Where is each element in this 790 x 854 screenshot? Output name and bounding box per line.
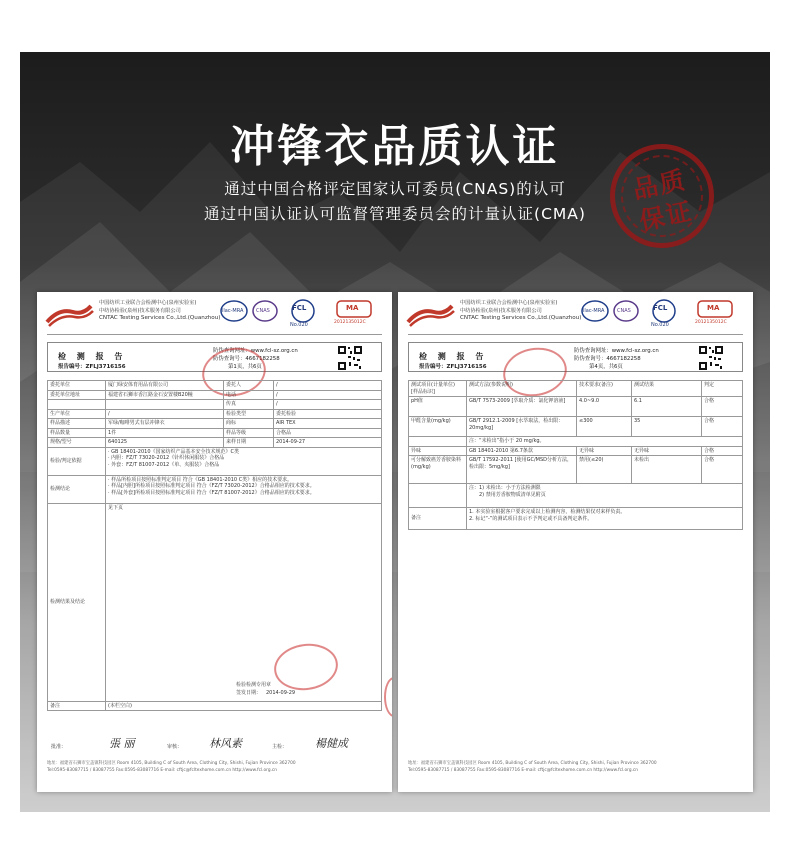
table-cell: 合格	[702, 446, 743, 456]
basis-label: 检验/判定依据	[48, 447, 106, 475]
header-sub-text: [样品标识]	[411, 388, 435, 395]
conclusion-label: 检测结论	[48, 475, 106, 503]
cntac-logo-icon	[406, 298, 456, 328]
qr-code-icon	[337, 345, 363, 371]
approver-label: 批准：	[51, 744, 67, 750]
report-number: 报告编号：ZFLJ3716156	[58, 364, 126, 370]
org-name-cn: 中国纺织工业联合会检测中心(泉州实验室)	[460, 300, 558, 306]
table-cell: 福建省石狮市香江路金石安置楼B20幢	[106, 390, 224, 400]
reviewer-signature: 林风素	[209, 737, 242, 750]
table-row	[409, 437, 743, 447]
stamp-text-bottom: 保证	[636, 196, 696, 236]
test-report-page-4	[398, 292, 753, 792]
org-name-cn: 中国纺织工业联合会检测中心(泉州实验室)	[99, 300, 197, 306]
ilac-label: ilac-MRA	[583, 308, 605, 314]
table-row	[48, 390, 382, 400]
query-site: 防伪查询网址：www.fcl-sz.org.cn	[574, 348, 659, 354]
table-cell: 未检出	[632, 456, 702, 484]
table-header-row	[409, 381, 743, 397]
table-cell: 军绿/咖啡男式有层冲锋衣	[106, 419, 224, 429]
table-cell: /	[274, 390, 382, 400]
table-cell: 禁用(≤20)	[577, 456, 632, 484]
note-item: 2) 禁用芳香胺物质清单见附页	[479, 491, 546, 498]
table-cell: 无异味	[632, 446, 702, 456]
table-cell	[409, 484, 467, 508]
org-name-cn-2: 中纺协检验(泉州)技术服务有限公司	[460, 308, 542, 314]
result-note: 见下页	[108, 504, 124, 511]
accreditation-badges	[581, 296, 751, 332]
cnas-label: CNAS	[256, 308, 270, 314]
table-cell: 委托单位地址	[48, 390, 106, 400]
org-name-cn-2: 中纺协检验(泉州)技术服务有限公司	[99, 308, 181, 314]
table-cell: GB/T 7573-2009 [萃取介质：氯化钾溶液]	[467, 397, 577, 417]
table-cell: 合格	[702, 456, 743, 484]
report-title: 检 测 报 告	[58, 352, 127, 361]
table-cell: 可分解致癌芳香胺染料(mg/kg)	[409, 456, 467, 484]
red-seal-icon	[271, 639, 341, 693]
table-row	[48, 438, 382, 448]
table-cell: 合格品	[274, 428, 382, 438]
report-footer	[408, 760, 743, 774]
table-cell	[409, 437, 467, 447]
sign-date: 2014-09-29	[266, 689, 296, 696]
result-label: 检测结果及结论	[48, 503, 106, 701]
fcl-number: No.020	[651, 322, 669, 328]
query-code: 防伪查询号：4667182258	[574, 356, 641, 362]
basis-item: · GB 18401-2010《国家纺织产品基本安全技术规范》C类	[108, 448, 240, 455]
subtitle-cnas: 通过中国合格评定国家认可委员(CNAS)的认可	[224, 180, 566, 198]
org-name-en: CNTAC Testing Services Co.,Ltd.(Quanzhou)	[99, 315, 221, 321]
table-cell: /	[274, 400, 382, 410]
ilac-label: ilac-MRA	[222, 308, 244, 314]
table-row	[409, 417, 743, 437]
table-cell: 注：“未检出”指小于 20 mg/kg。	[467, 437, 743, 447]
table-cell: GB/T 2912.1-2009 [水萃取法，检出限：20mg/kg]	[467, 417, 577, 437]
report-header	[37, 292, 392, 334]
table-row	[409, 456, 743, 484]
table-row	[48, 503, 382, 701]
report-number: 报告编号：ZFLJ3716156	[419, 364, 487, 370]
fcl-label: FCL	[292, 304, 307, 312]
footer-contact: Tel:0595-83087715 / 83087755 Fax:0595-83087716 E-mail: cftjc@fcltexhome.com.cn http://www.fcl.org.cn	[408, 768, 639, 773]
footer-address: 地址：福建省石狮市宝盖镇科技园区 Room 4105, Building C of South Area, Clothing City, Shishi, Fujian Province 362700	[408, 761, 657, 766]
table-row	[48, 447, 382, 475]
table-row	[48, 701, 382, 711]
test-results-table	[408, 380, 743, 530]
footer-address: 地址：福建省石狮市宝盖镇科技园区 Room 4105, Building C of South Area, Clothing City, Shishi, Fujian Province 362700	[47, 761, 296, 766]
table-cell: 传真	[224, 400, 274, 410]
table-cell: 来样日期	[224, 438, 274, 448]
column-header: 测试结果	[632, 381, 702, 397]
remark-label: 备注	[409, 508, 467, 530]
conclusion-item: · 样品[内胆]所检项目按照标准判定项目 符合《FZ/T 73020-2012》合格品相应的技术要求。	[108, 483, 315, 489]
table-cell: 1件	[106, 428, 224, 438]
remark-cell	[467, 508, 743, 530]
table-cell: 合格	[702, 397, 743, 417]
approver-signature: 張 丽	[109, 737, 135, 750]
table-cell: 样品数量	[48, 428, 106, 438]
table-cell	[48, 400, 106, 410]
table-row	[48, 419, 382, 429]
table-cell: 640125	[106, 438, 224, 448]
result-cell	[106, 503, 382, 701]
table-row	[409, 484, 743, 508]
table-row	[48, 475, 382, 503]
notes-cell	[467, 484, 743, 508]
table-cell: 检验类型	[224, 409, 274, 419]
accreditation-badges	[220, 296, 390, 332]
table-cell: 4.0~9.0	[577, 397, 632, 417]
query-site: 防伪查询网址：www.fcl-sz.org.cn	[213, 348, 298, 354]
table-cell: 无异味	[577, 446, 632, 456]
remark-label: 备注	[48, 701, 106, 711]
table-cell: 委托单位	[48, 381, 106, 391]
cntac-logo-icon	[45, 298, 95, 328]
report-header	[398, 292, 753, 334]
conclusion-item: · 样品所检项目按照标准判定项目 符合《GB 18401-2010 C类》相应的技术要求。	[108, 476, 293, 483]
table-cell: AIR TEX	[274, 419, 382, 429]
remark-item: 2. 标记“-”的测试项目表示不予判定或不具备判定条件。	[469, 515, 593, 522]
red-seal-edge-icon	[384, 677, 392, 717]
column-header: 技术要求(备注)	[577, 381, 632, 397]
qr-code-icon	[698, 345, 724, 371]
page-headline: 冲锋衣品质认证	[230, 121, 560, 172]
hero-banner	[20, 52, 770, 812]
table-row	[48, 400, 382, 410]
table-cell: 电话	[224, 390, 274, 400]
remark-value: (本栏空白)	[106, 701, 382, 711]
stamp-text-top: 品质	[630, 164, 690, 205]
table-row	[409, 508, 743, 530]
basis-cell	[106, 447, 382, 475]
subtitle-cma: 通过中国认证认可监督管理委员会的计量认证(CMA)	[204, 205, 586, 223]
report-info-table	[47, 380, 382, 711]
column-header: 判定	[702, 381, 743, 397]
remark-item: 1. 本实验室根据客户要求完成以上检测内容，检测结果仅对来样负责。	[469, 509, 626, 515]
header-text: 测试项目(计量单位)	[411, 382, 455, 388]
seal-label: 检验检测专用章	[236, 681, 272, 688]
header-divider	[47, 334, 382, 335]
table-cell: 样品等级	[224, 428, 274, 438]
cma-label: MA	[707, 304, 720, 312]
table-cell: 甲醛含量(mg/kg)	[409, 417, 467, 437]
table-row	[48, 409, 382, 419]
table-row	[48, 381, 382, 391]
table-cell: 委托人	[224, 381, 274, 391]
table-cell: /	[274, 381, 382, 391]
report-footer	[47, 760, 382, 774]
table-cell: pH值	[409, 397, 467, 417]
table-cell: 35	[632, 417, 702, 437]
table-cell: GB 18401-2010 第6.7条款	[467, 446, 577, 456]
tester-label: 主检：	[272, 744, 288, 750]
basis-item: · 内胆：FZ/T 73020-2012《针织休闲服装》合格品	[108, 455, 225, 461]
cma-number: 2012135012C	[334, 320, 366, 325]
column-header	[409, 381, 467, 397]
table-cell: 样品描述	[48, 419, 106, 429]
table-row	[409, 446, 743, 456]
fcl-label: FCL	[653, 304, 668, 312]
conclusion-item: · 样品[外套]所检项目按照标准判定项目 符合《FZ/T 81007-2012》合格品相应的技术要求。	[108, 489, 315, 496]
table-cell: 商标	[224, 419, 274, 429]
table-cell: 规格/型号	[48, 438, 106, 448]
table-cell: 委托检验	[274, 409, 382, 419]
table-cell: ≤300	[577, 417, 632, 437]
table-cell: 合格	[702, 417, 743, 437]
query-code: 防伪查询号：4667182258	[213, 356, 280, 362]
table-cell	[106, 400, 224, 410]
sign-date-label: 签发日期：	[236, 689, 262, 696]
column-header: 测试方法(参数说明)	[467, 381, 577, 397]
table-cell: 2014-09-27	[274, 438, 382, 448]
table-cell: 6.1	[632, 397, 702, 417]
fcl-number: No.020	[290, 322, 308, 328]
report-title-box	[408, 342, 743, 372]
table-row	[409, 397, 743, 417]
table-cell: /	[106, 409, 224, 419]
basis-item: · 外套：FZ/T 81007-2012《单、夹服装》合格品	[108, 461, 220, 468]
cma-label: MA	[346, 304, 359, 312]
cnas-label: CNAS	[617, 308, 631, 314]
cma-number: 2012135012C	[695, 320, 727, 325]
test-report-page-1	[37, 292, 392, 792]
reviewer-label: 审核：	[167, 744, 183, 750]
table-cell: 生产单位	[48, 409, 106, 419]
note-item: 注：1) 未检出：小于方法检测限	[469, 485, 541, 491]
footer-contact: Tel:0595-83087715 / 83087755 Fax:0595-83087716 E-mail: cftjc@fcltexhome.com.cn http://www.fcl.org.cn	[47, 768, 278, 773]
table-row	[48, 428, 382, 438]
conclusion-cell	[106, 475, 382, 503]
table-cell: GB/T 17592-2011 [使用GC/MSD分析方法，检出限：5mg/kg]	[467, 456, 577, 484]
header-divider	[408, 334, 743, 335]
org-name-en: CNTAC Testing Services Co.,Ltd.(Quanzhou)	[460, 315, 582, 321]
tester-signature: 楊健成	[315, 737, 348, 750]
table-cell: 异味	[409, 446, 467, 456]
page-number: 第4页，共6页	[589, 364, 623, 370]
report-title: 检 测 报 告	[419, 352, 488, 361]
table-cell: 厦门绿安体育用品有限公司	[106, 381, 224, 391]
page-number: 第1页，共6页	[228, 364, 262, 370]
